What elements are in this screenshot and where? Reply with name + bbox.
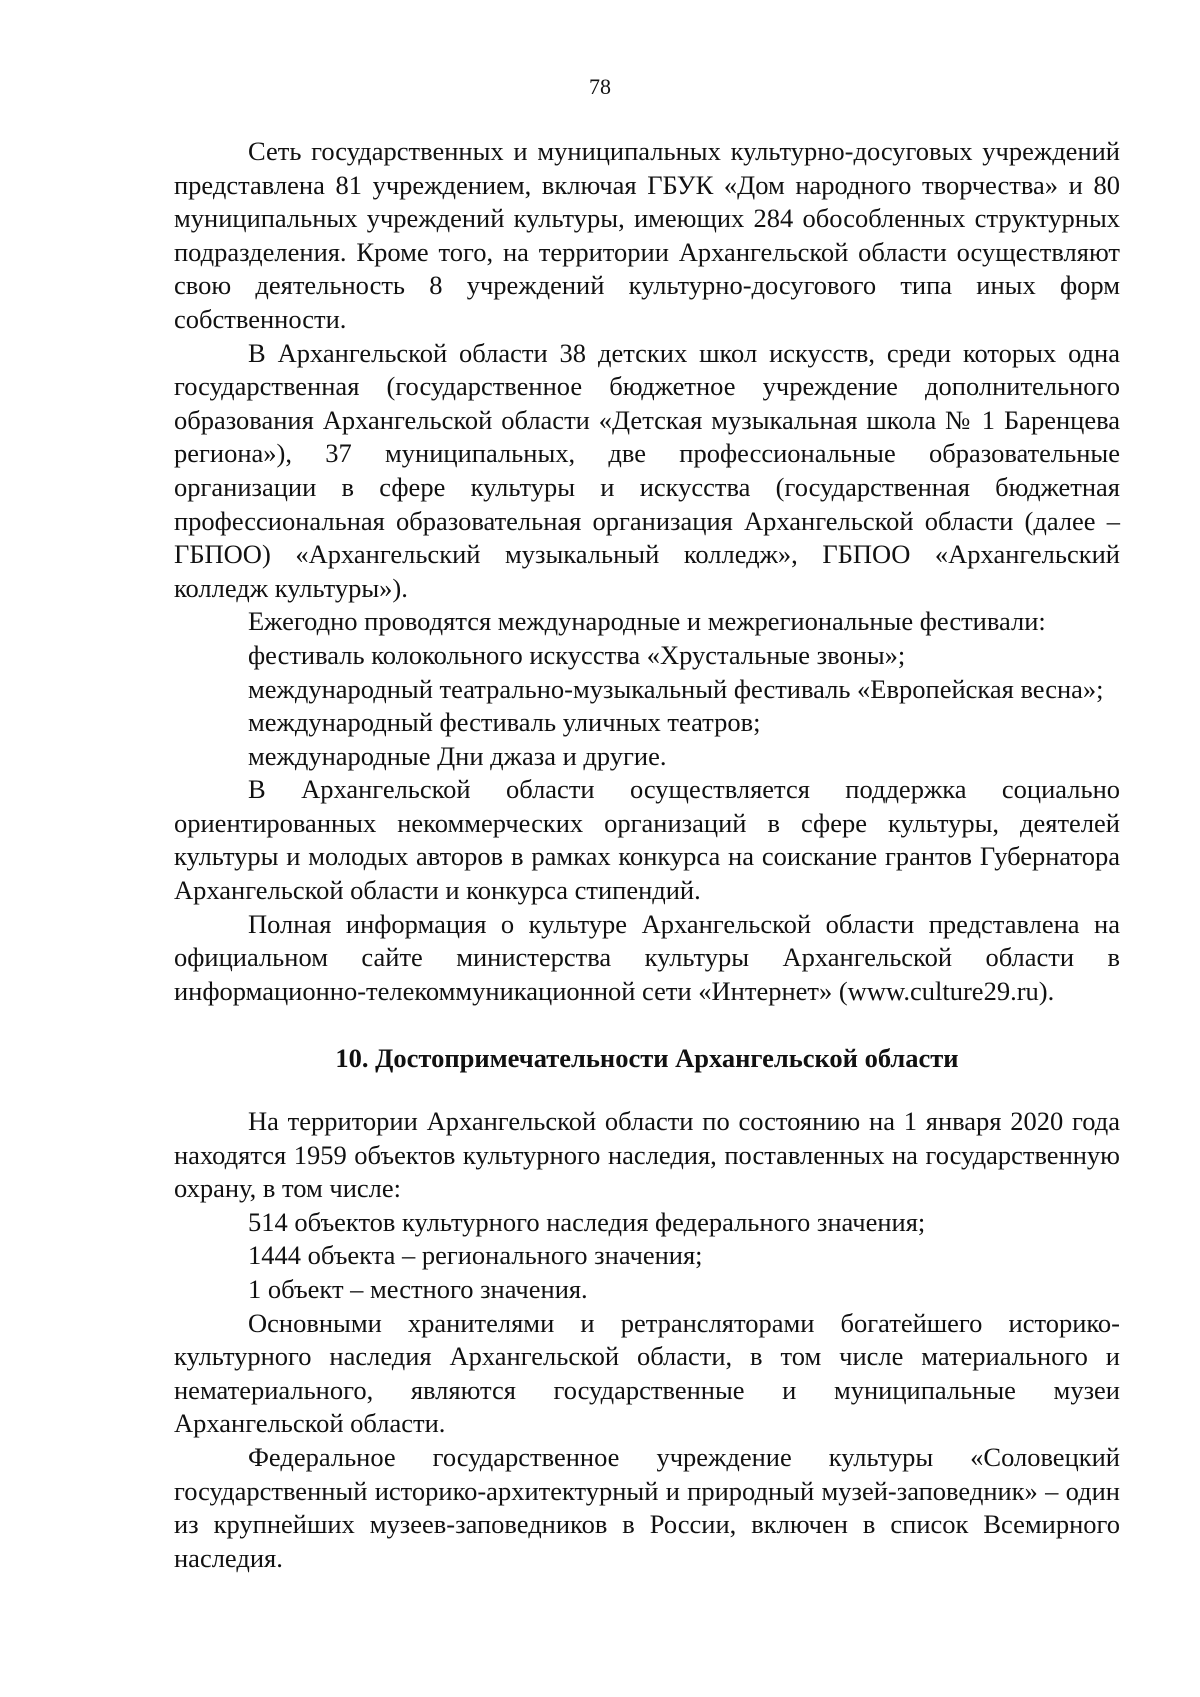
list-item-heritage: 514 объектов культурного наследия федерального значения; <box>248 1206 926 1237</box>
list-item-festival: международный фестиваль уличных театров; <box>248 707 761 738</box>
paragraph-art-schools: В Архангельской области 38 детских школ искусств, среди которых одна государственная (государственное бюджетное учреждение дополнительного образования Архангельской области «Детская музыкальная школа № 1 Баренцева региона»), 37 муниципальных, две профессиональные образовательные организации в сфере культуры и искусства (государственная бюджетная профессиональная образовательная организация Архангельской области (далее – ГБПОО) «Архангельский музыкальный колледж», ГБПОО «Архангельский колледж культуры»). <box>174 337 1120 603</box>
section-heading: 10. Достопримечательности Архангельской области <box>335 1043 959 1074</box>
paragraph-cultural-institutions: Сеть государственных и муниципальных культурно-досуговых учреждений представлена 81 учреждением, включая ГБУК «Дом народного творчества» и 80 муниципальных учреждений культуры, имеющих 284 обособленных структурных подразделения. Кроме того, на территории Архангельской области осуществляют свою деятельность 8 учреждений культурно-досугового типа иных форм собственности. <box>174 136 1120 334</box>
paragraph-museums: Основными хранителями и ретрансляторами богатейшего историко-культурного наследия Архангельской области, в том числе материального и нематериального, являются государственные и муниципальные музеи Архангельской области. <box>174 1307 1120 1439</box>
list-item-festival: международные Дни джаза и другие. <box>248 740 667 771</box>
paragraph-website-info: Полная информация о культуре Архангельской области представлена на официальном сайте министерства культуры Архангельской области в информационно-телекоммуникационной сети «Интернет» (www.culture29.ru). <box>174 908 1120 1006</box>
list-item-festival: международный театрально-музыкальный фестиваль «Европейская весна»; <box>248 673 1104 704</box>
paragraph-solovetsky-museum: Федеральное государственное учреждение культуры «Соловецкий государственный историко-архитектурный и природный музей-заповедник» – один из крупнейших музеев-заповедников в России, включен в список Всемирного наследия. <box>174 1441 1120 1573</box>
list-item-festival: фестиваль колокольного искусства «Хрустальные звоны»; <box>248 639 906 670</box>
paragraph-heritage-objects: На территории Архангельской области по состоянию на 1 января 2020 года находятся 1959 объектов культурного наследия, поставленных на государственную охрану, в том числе: <box>174 1106 1120 1204</box>
list-item-heritage: 1 объект – местного значения. <box>248 1274 588 1304</box>
document-body <box>174 135 1120 1575</box>
paragraph-grants-support: В Архангельской области осуществляется поддержка социально ориентированных некоммерческих организаций в сфере культуры, деятелей культуры и молодых авторов в рамках конкурса на соискание грантов Губернатора Архангельской области и конкурса стипендий. <box>174 774 1120 906</box>
list-item-heritage: 1444 объекта – регионального значения; <box>248 1240 703 1271</box>
paragraph-festivals-intro: Ежегодно проводятся международные и межрегиональные фестивали: <box>248 606 1046 637</box>
page-number: 78 <box>589 74 611 99</box>
